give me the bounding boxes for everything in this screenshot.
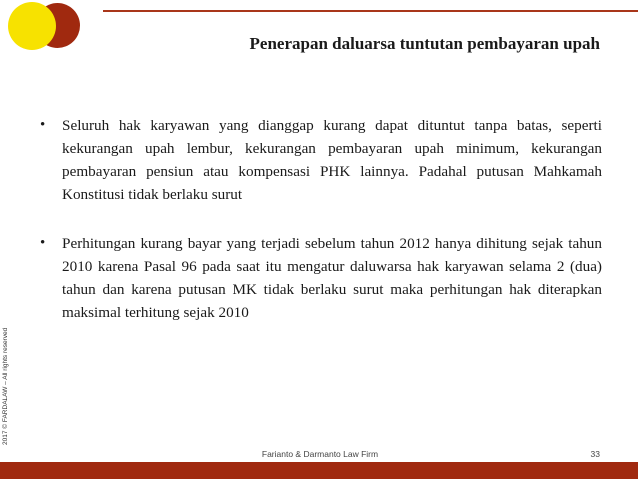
bullet-text: Seluruh hak karyawan yang dianggap kurang dapat dituntut tanpa batas, seperti kekurangan upah lembur, kekurangan pembayaran upah minimum, kekurangan pembayaran pensiun atau kompensasi PHK lainnya. Padahal putusan Mahkamah Konstitusi tidak berlaku surut bbox=[62, 117, 602, 203]
bullet-text: Perhitungan kurang bayar yang terjadi sebelum tahun 2012 hanya dihitung sejak tahun 2010 karena Pasal 96 pada saat itu mengatur daluwarsa hak karyawan selama 2 (dua) tahun dan karena putusan MK tidak berlaku surut maka perhitungan hak diterapkan maksimal terhitung sejak 2010 bbox=[62, 235, 602, 321]
bottom-bar bbox=[0, 462, 638, 479]
bullet-symbol: • bbox=[40, 235, 46, 251]
bullet-list bbox=[32, 114, 602, 350]
page-number: 33 bbox=[590, 449, 600, 459]
top-divider bbox=[103, 10, 638, 12]
footer-firm-name: Farianto & Darmanto Law Firm bbox=[261, 449, 379, 459]
copyright-notice: 2017 © FARDALAW – All rights reserved bbox=[2, 327, 9, 445]
logo-circles-icon bbox=[8, 2, 80, 50]
logo-yellow-circle bbox=[8, 2, 56, 50]
slide-title: Penerapan daluarsa tuntutan pembayaran upah bbox=[249, 34, 600, 53]
bullet-item bbox=[32, 232, 602, 324]
bullet-symbol: • bbox=[40, 117, 46, 133]
bullet-item bbox=[32, 114, 602, 206]
